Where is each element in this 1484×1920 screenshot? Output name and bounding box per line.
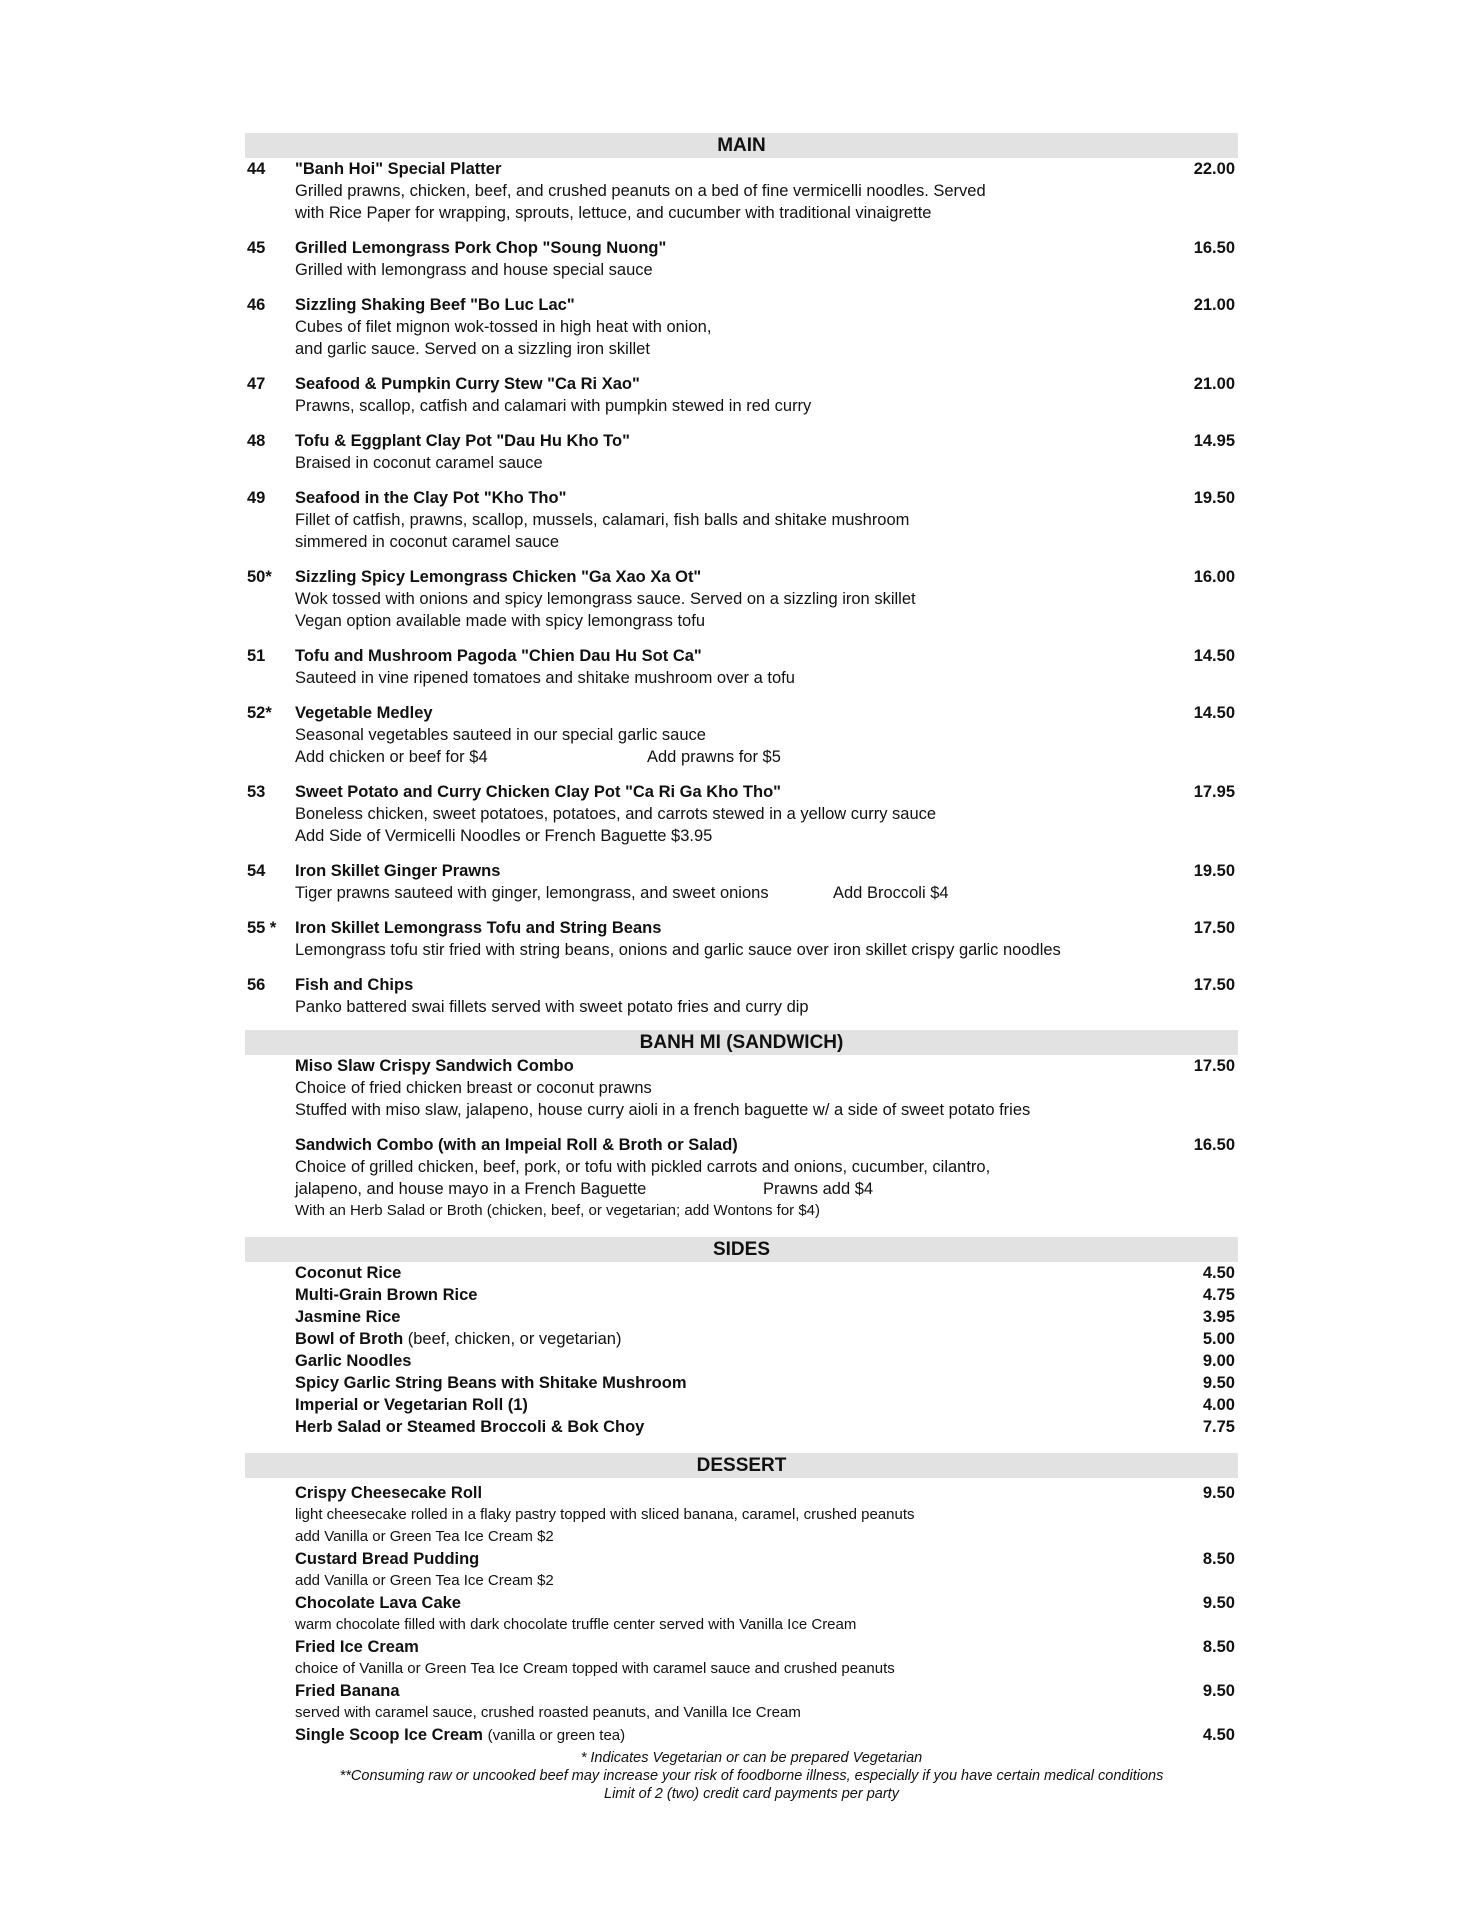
item-price: 17.50: [1193, 919, 1235, 937]
item-description: light cheesecake rolled in a flaky pastry topped with sliced banana, caramel, crushed peanuts: [295, 1506, 915, 1523]
item-name: Fish and Chips: [295, 976, 414, 994]
item-note: With an Herb Salad or Broth (chicken, beef, or vegetarian; add Wontons for $4): [295, 1202, 820, 1219]
list-item: [245, 1394, 1238, 1416]
list-item: [245, 1416, 1238, 1438]
list-item: [245, 1306, 1238, 1328]
item-name: Seafood & Pumpkin Curry Stew "Ca Ri Xao": [295, 375, 640, 393]
item-price: 9.50: [1202, 1594, 1235, 1612]
item-name-row: [295, 1328, 1238, 1350]
item-name: Tofu & Eggplant Clay Pot "Dau Hu Kho To": [295, 432, 630, 450]
menu-item: [245, 702, 1238, 768]
menu-item: [245, 1134, 1238, 1222]
section-header-sides: SIDES: [245, 1237, 1238, 1262]
section-header-dessert: DESSERT: [245, 1453, 1238, 1478]
item-name: Multi-Grain Brown Rice: [295, 1286, 478, 1304]
item-price: 19.50: [1193, 489, 1235, 507]
footnotes: [245, 1749, 1238, 1803]
item-number: 49: [247, 489, 266, 507]
item-price: 21.00: [1193, 296, 1235, 314]
item-price: 14.50: [1193, 704, 1235, 722]
item-number: 55 *: [247, 919, 277, 937]
item-description: Grilled prawns, chicken, beef, and crushed peanuts on a bed of fine vermicelli noodles. Served: [295, 182, 986, 200]
item-price: 3.95: [1202, 1308, 1235, 1326]
item-description: warm chocolate filled with dark chocolate truffle center served with Vanilla Ice Cream: [295, 1616, 857, 1633]
item-name: Coconut Rice: [295, 1264, 402, 1282]
item-price: 14.95: [1193, 432, 1235, 450]
list-item: [245, 1328, 1238, 1350]
item-price: 16.50: [1193, 239, 1235, 257]
item-description: add Vanilla or Green Tea Ice Cream $2: [295, 1572, 554, 1589]
item-options: [295, 882, 1238, 904]
item-price: 7.75: [1202, 1418, 1235, 1436]
item-number: 45: [247, 239, 266, 257]
item-description: Choice of fried chicken breast or coconut prawns: [295, 1079, 652, 1097]
item-description: Tiger prawns sauteed with ginger, lemongrass, and sweet onions: [295, 884, 769, 902]
item-price: 22.00: [1193, 160, 1235, 178]
menu-item: [245, 645, 1238, 689]
item-number: 54: [247, 862, 266, 880]
section-header-main: MAIN: [245, 133, 1238, 158]
item-price: 9.50: [1202, 1682, 1235, 1700]
menu-page: [245, 133, 1238, 1803]
item-price: 19.50: [1193, 862, 1235, 880]
item-name-row: [295, 1724, 1238, 1747]
item-price: 21.00: [1193, 375, 1235, 393]
item-description: jalapeno, and house mayo in a French Baguette: [295, 1180, 647, 1198]
sides-list: [245, 1262, 1238, 1438]
item-name: Vegetable Medley: [295, 704, 433, 722]
item-price: 16.50: [1193, 1136, 1235, 1154]
item-price: 8.50: [1202, 1550, 1235, 1568]
item-number: 48: [247, 432, 266, 450]
menu-item: [245, 294, 1238, 360]
dessert-list: [245, 1482, 1238, 1747]
item-description: Prawns, scallop, catfish and calamari with pumpkin stewed in red curry: [295, 397, 812, 415]
item-price: 4.00: [1202, 1396, 1235, 1414]
item-name: Single Scoop Ice Cream: [295, 1726, 483, 1744]
menu-item: [245, 974, 1238, 1018]
item-description: Panko battered swai fillets served with sweet potato fries and curry dip: [295, 998, 809, 1016]
item-name: Herb Salad or Steamed Broccoli & Bok Choy: [295, 1418, 645, 1436]
item-description: Add Side of Vermicelli Noodles or French Baguette $3.95: [295, 827, 713, 845]
item-number: 53: [247, 783, 266, 801]
menu-item: [245, 373, 1238, 417]
item-note: (beef, chicken, or vegetarian): [407, 1330, 622, 1348]
item-name: Garlic Noodles: [295, 1352, 412, 1370]
menu-item: [245, 1055, 1238, 1121]
item-price: 17.95: [1193, 783, 1235, 801]
item-name: "Banh Hoi" Special Platter: [295, 160, 502, 178]
item-name: Fried Banana: [295, 1682, 400, 1700]
item-name: Imperial or Vegetarian Roll (1): [295, 1396, 528, 1414]
item-name: Custard Bread Pudding: [295, 1550, 480, 1568]
menu-item: [245, 158, 1238, 224]
item-name: Tofu and Mushroom Pagoda "Chien Dau Hu Sot Ca": [295, 647, 702, 665]
menu-item: [245, 1724, 1238, 1747]
item-name: Iron Skillet Lemongrass Tofu and String Beans: [295, 919, 662, 937]
item-price: 8.50: [1202, 1638, 1235, 1656]
item-name: Spicy Garlic String Beans with Shitake Mushroom: [295, 1374, 687, 1392]
item-price: 4.50: [1202, 1264, 1235, 1282]
item-number: 46: [247, 296, 266, 314]
item-description: Sauteed in vine ripened tomatoes and shitake mushroom over a tofu: [295, 669, 795, 687]
item-note: (vanilla or green tea): [487, 1727, 626, 1744]
item-description: Stuffed with miso slaw, jalapeno, house curry aioli in a french baguette w/ a side of sweet potato fries: [295, 1101, 1031, 1119]
item-name: Sweet Potato and Curry Chicken Clay Pot "Ca Ri Ga Kho Tho": [295, 783, 781, 801]
menu-item: [245, 781, 1238, 847]
item-description: with Rice Paper for wrapping, sprouts, lettuce, and cucumber with traditional vinaigrette: [295, 204, 932, 222]
item-number: 44: [247, 160, 266, 178]
add-on-text: Add Broccoli $4: [833, 884, 949, 902]
list-item: [245, 1284, 1238, 1306]
item-price: 17.50: [1193, 976, 1235, 994]
menu-item: [245, 1680, 1238, 1724]
item-name: Sizzling Spicy Lemongrass Chicken "Ga Xao Xa Ot": [295, 568, 702, 586]
footnote-payment-limit: Limit of 2 (two) credit card payments per party: [604, 1786, 899, 1802]
menu-item: [245, 1636, 1238, 1680]
menu-item: [245, 1592, 1238, 1636]
item-number: 50*: [247, 568, 272, 586]
item-description: served with caramel sauce, crushed roasted peanuts, and Vanilla Ice Cream: [295, 1704, 801, 1721]
item-description: Braised in coconut caramel sauce: [295, 454, 543, 472]
item-name: Seafood in the Clay Pot "Kho Tho": [295, 489, 567, 507]
item-price: 16.00: [1193, 568, 1235, 586]
item-name: Sizzling Shaking Beef "Bo Luc Lac": [295, 296, 575, 314]
menu-item: [245, 1548, 1238, 1592]
item-number: 51: [247, 647, 266, 665]
item-description: Wok tossed with onions and spicy lemongrass sauce. Served on a sizzling iron skillet: [295, 590, 916, 608]
item-name: Jasmine Rice: [295, 1308, 401, 1326]
item-number: 47: [247, 375, 266, 393]
footnote-vegetarian: * Indicates Vegetarian or can be prepared Vegetarian: [580, 1750, 923, 1766]
menu-item: [245, 1482, 1238, 1548]
add-on-text: Add prawns for $5: [647, 748, 781, 766]
item-price: 17.50: [1193, 1057, 1235, 1075]
item-description: simmered in coconut caramel sauce: [295, 533, 560, 551]
menu-item: [245, 917, 1238, 961]
item-options: [295, 1178, 1238, 1200]
menu-item: [245, 566, 1238, 632]
item-description: choice of Vanilla or Green Tea Ice Cream topped with caramel sauce and crushed peanuts: [295, 1660, 895, 1677]
item-name: Bowl of Broth: [295, 1330, 404, 1348]
item-name: Sandwich Combo (with an Impeial Roll & Broth or Salad): [295, 1136, 738, 1154]
item-description: Vegan option available made with spicy lemongrass tofu: [295, 612, 705, 630]
menu-item: [245, 430, 1238, 474]
item-price: 4.75: [1202, 1286, 1235, 1304]
item-price: 5.00: [1202, 1330, 1235, 1348]
item-description: and garlic sauce. Served on a sizzling iron skillet: [295, 340, 650, 358]
item-description: add Vanilla or Green Tea Ice Cream $2: [295, 1528, 554, 1545]
item-name: Crispy Cheesecake Roll: [295, 1484, 483, 1502]
item-name: Grilled Lemongrass Pork Chop "Soung Nuong": [295, 239, 667, 257]
list-item: [245, 1262, 1238, 1284]
item-options: [295, 746, 1238, 768]
item-name: Fried Ice Cream: [295, 1638, 419, 1656]
item-name: Miso Slaw Crispy Sandwich Combo: [295, 1057, 574, 1075]
item-price: 9.50: [1202, 1374, 1235, 1392]
section-header-banh-mi: BANH MI (SANDWICH): [245, 1030, 1238, 1055]
item-description: Boneless chicken, sweet potatoes, potatoes, and carrots stewed in a yellow curry sauce: [295, 805, 937, 823]
item-description: Choice of grilled chicken, beef, pork, or tofu with pickled carrots and onions, cucumber, cilantro,: [295, 1158, 991, 1176]
item-price: 9.00: [1202, 1352, 1235, 1370]
add-on-text: Add chicken or beef for $4: [295, 748, 488, 766]
add-on-text: Prawns add $4: [763, 1180, 874, 1198]
item-price: 4.50: [1202, 1726, 1235, 1744]
menu-item: [245, 860, 1238, 904]
item-description: Fillet of catfish, prawns, scallop, mussels, calamari, fish balls and shitake mushroom: [295, 511, 910, 529]
menu-item: [245, 487, 1238, 553]
item-description: Lemongrass tofu stir fried with string beans, onions and garlic sauce over iron skillet crispy garlic noodles: [295, 941, 1061, 959]
item-price: 14.50: [1193, 647, 1235, 665]
menu-item: [245, 237, 1238, 281]
item-price: 9.50: [1202, 1484, 1235, 1502]
item-description: Grilled with lemongrass and house special sauce: [295, 261, 653, 279]
item-description: Cubes of filet mignon wok-tossed in high heat with onion,: [295, 318, 712, 336]
footnote-raw-beef-warning: **Consuming raw or uncooked beef may increase your risk of foodborne illness, especially if you have certain medical conditions: [339, 1768, 1164, 1784]
item-number: 56: [247, 976, 266, 994]
list-item: [245, 1372, 1238, 1394]
item-name: Iron Skillet Ginger Prawns: [295, 862, 501, 880]
list-item: [245, 1350, 1238, 1372]
item-name: Chocolate Lava Cake: [295, 1594, 461, 1612]
item-description: Seasonal vegetables sauteed in our special garlic sauce: [295, 726, 706, 744]
item-number: 52*: [247, 704, 272, 722]
